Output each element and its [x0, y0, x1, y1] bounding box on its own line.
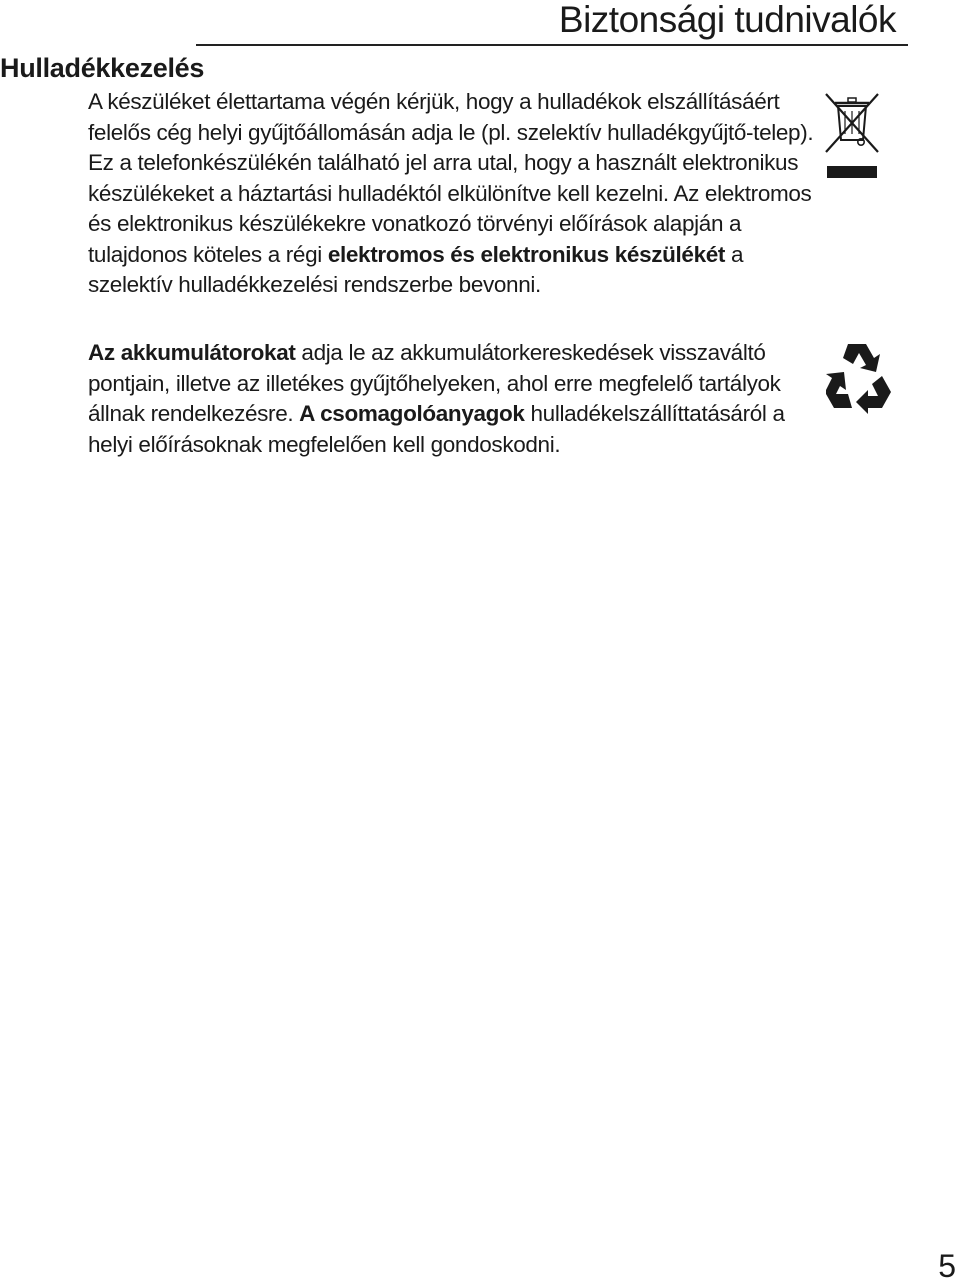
page-header	[196, 0, 908, 46]
section-heading: Hulladékkezelés	[0, 53, 205, 83]
paragraph-text: adja le az akkumulátorkereskedések visszaváltó pontjain, illetve az illetékes gyűjtőhelyeken, ahol erre megfelelő tartályok állnak rendelkezésre.	[88, 340, 781, 426]
paragraph-emphasis: A csomagolóanyagok	[299, 401, 525, 426]
paragraph-text: A készüléket élettartama végén kérjük, hogy a hulladékok elszállításáért felelős cég helyi gyűjtőállomásán adja le (pl. szelektív hulladékgyűjtő-telep). Ez a telefonkészülékén található jel arra utal, hogy a használt elektronikus készülékeket a háztartási hulladéktól elkülönítve kell kezelni. Az elektromos és elektronikus készülékekre vonatkozó törvényi előírások alapján a tulajdonos köteles a régi	[88, 89, 814, 267]
paragraph-emphasis: Az akkumulátorokat	[88, 340, 296, 365]
crossed-out-wheelie-bin-icon	[822, 84, 882, 180]
battery-packaging-paragraph	[88, 338, 823, 460]
paragraph-emphasis: elektromos és elektronikus készülékét	[327, 241, 726, 267]
page-title: Biztonsági tudnivalók	[558, 0, 896, 40]
waste-disposal-paragraph	[88, 87, 823, 301]
paragraph-text: a szelektív hulladékkezelési rendszerbe bevonni.	[88, 241, 744, 297]
recycle-icon	[826, 338, 892, 414]
paragraph-text: hulladékelszállíttatásáról a helyi előírásoknak megfelelően kell gondoskodni.	[88, 401, 785, 457]
page-number: 5	[938, 1248, 956, 1284]
